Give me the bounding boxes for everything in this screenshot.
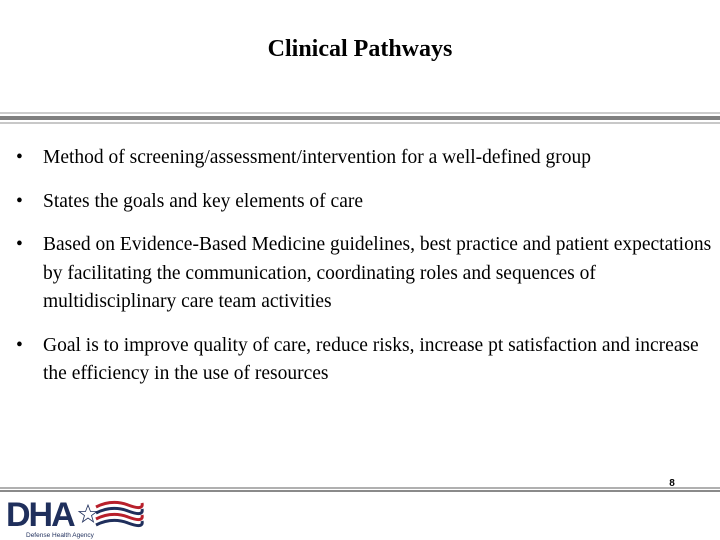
title-divider <box>0 112 720 126</box>
bullet-item <box>16 231 716 317</box>
star-icon <box>79 505 97 522</box>
bullet-text: States the goals and key elements of care <box>43 190 364 212</box>
bullet-text: Based on Evidence-Based Medicine guidelines, best practice and patient expectations by facilitating the communication, coordinating roles and sequences of multidisciplinary care team activities <box>43 234 712 312</box>
bullet-marker: • <box>16 334 23 356</box>
flag-stripes-icon <box>96 502 142 525</box>
bullet-text: Goal is to improve quality of care, reduce risks, increase pt satisfaction and increase the efficiency in the use of resources <box>43 334 699 384</box>
bullet-marker: • <box>16 147 23 168</box>
bullet-list <box>16 144 716 404</box>
page-number: 8 <box>669 478 675 489</box>
slide-title: Clinical Pathways <box>267 36 453 62</box>
bullet-marker: • <box>16 234 23 255</box>
bullet-item <box>16 144 716 173</box>
bullet-text: Method of screening/assessment/intervention for a well-defined group <box>43 147 592 168</box>
bullet-marker: • <box>16 190 23 212</box>
dha-logo <box>4 493 144 539</box>
bullet-item <box>16 188 716 217</box>
logo-wordmark: DHA <box>6 496 74 534</box>
bullet-item <box>16 332 716 389</box>
logo-subtitle: Defense Health Agency <box>26 532 94 539</box>
